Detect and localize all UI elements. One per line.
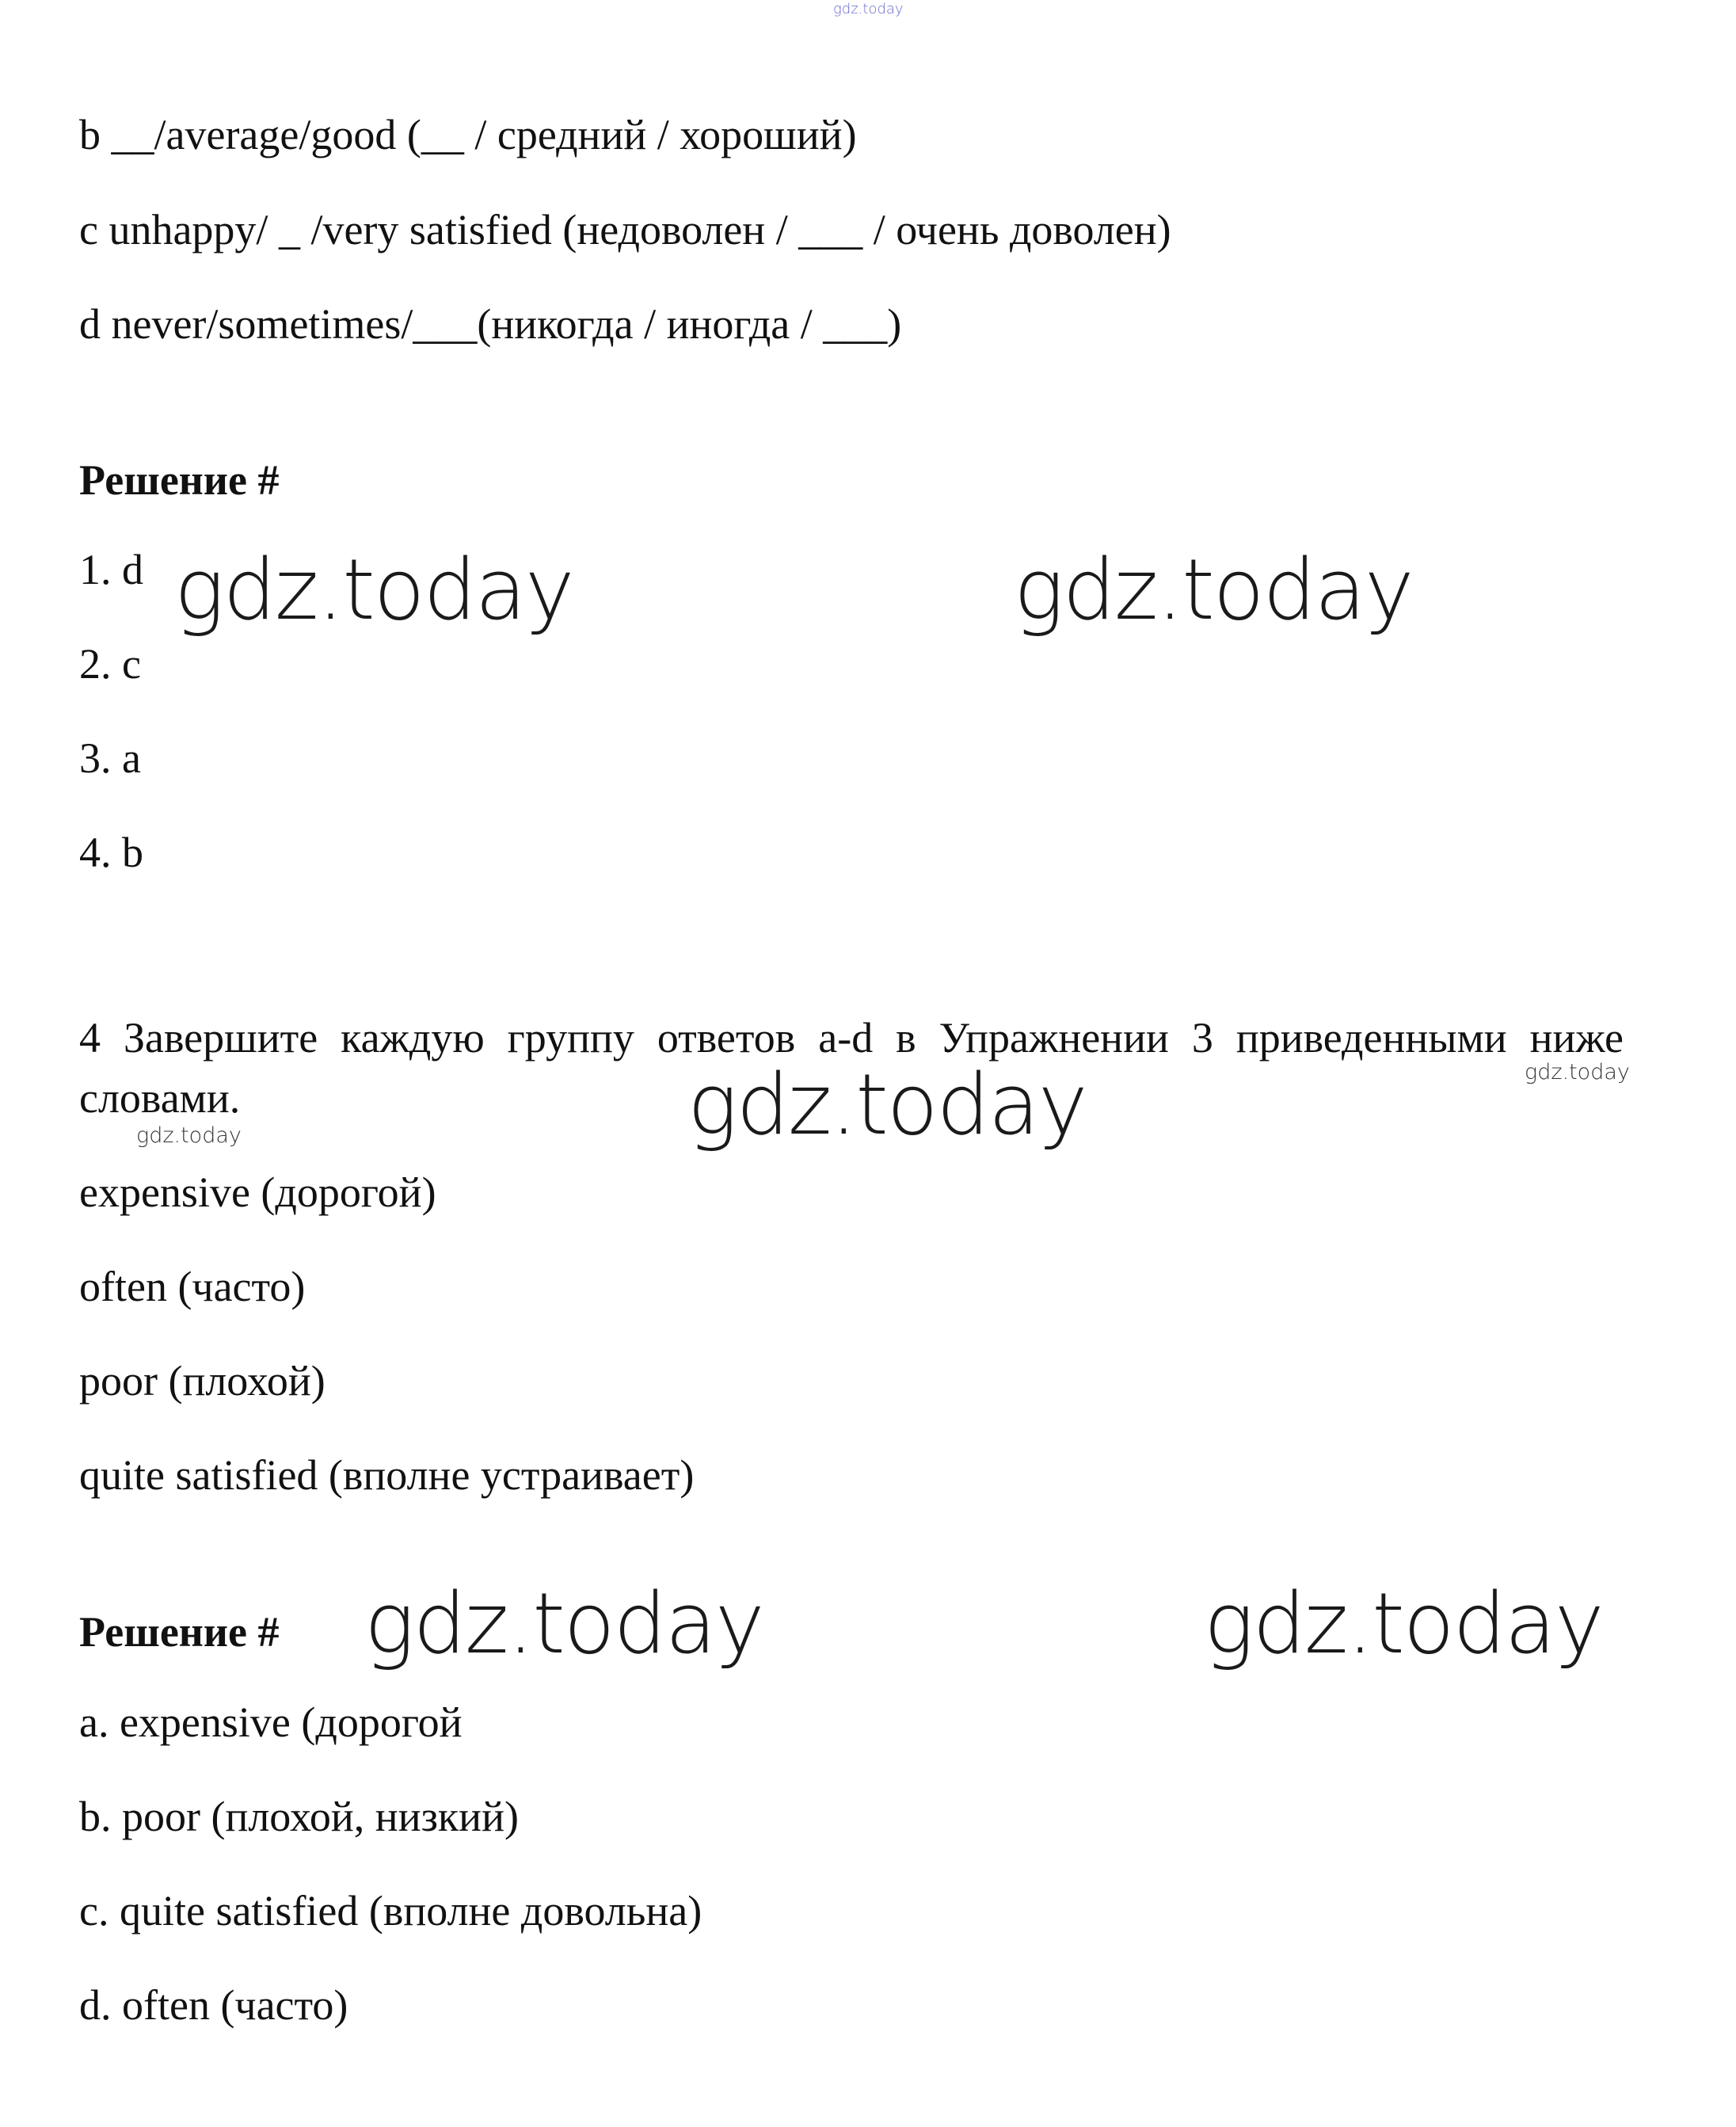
word-often: often (часто) bbox=[79, 1263, 306, 1310]
word-expensive: expensive (дорогой) bbox=[79, 1168, 436, 1216]
watermark-small-left: gdz.today bbox=[136, 1123, 242, 1148]
option-line-d: d never/sometimes/___(никогда / иногда / ___) bbox=[79, 300, 902, 348]
solution-answer-c: c. quite satisfied (вполне довольна) bbox=[79, 1887, 702, 1935]
solution-answer-a: a. expensive (дорогой bbox=[79, 1698, 463, 1746]
watermark-small-right: gdz.today bbox=[1525, 1060, 1630, 1084]
watermark-5: gdz.today bbox=[1204, 1575, 1603, 1672]
word-poor: poor (плохой) bbox=[79, 1357, 326, 1405]
watermark-3: gdz.today bbox=[687, 1056, 1087, 1153]
solution-answer-d: d. often (часто) bbox=[79, 1981, 348, 2029]
task-4-instruction: 4 Завершите каждую группу ответов a-d в Упражнении 3 приведенными ниже словами. bbox=[79, 1014, 1624, 1122]
word-quite-satisfied: quite satisfied (вполне устраивает) bbox=[79, 1451, 695, 1499]
answer-4: 4. b bbox=[79, 829, 143, 876]
option-line-b: b __/average/good (__ / средний / хороший) bbox=[79, 111, 857, 158]
solution-heading-2: Решение # bbox=[79, 1608, 280, 1656]
watermark-1: gdz.today bbox=[174, 541, 573, 638]
answer-2: 2. c bbox=[79, 640, 141, 688]
answer-1: 1. d bbox=[79, 546, 143, 593]
top-watermark: gdz.today bbox=[833, 1, 904, 17]
solution-answer-b: b. poor (плохой, низкий) bbox=[79, 1793, 519, 1840]
watermark-2: gdz.today bbox=[1014, 541, 1413, 638]
solution-heading-1: Решение # bbox=[79, 456, 280, 504]
watermark-4: gdz.today bbox=[364, 1575, 763, 1672]
answer-3: 3. a bbox=[79, 734, 141, 782]
option-line-c: c unhappy/ _ /very satisfied (недоволен / ___ / очень доволен) bbox=[79, 206, 1171, 253]
